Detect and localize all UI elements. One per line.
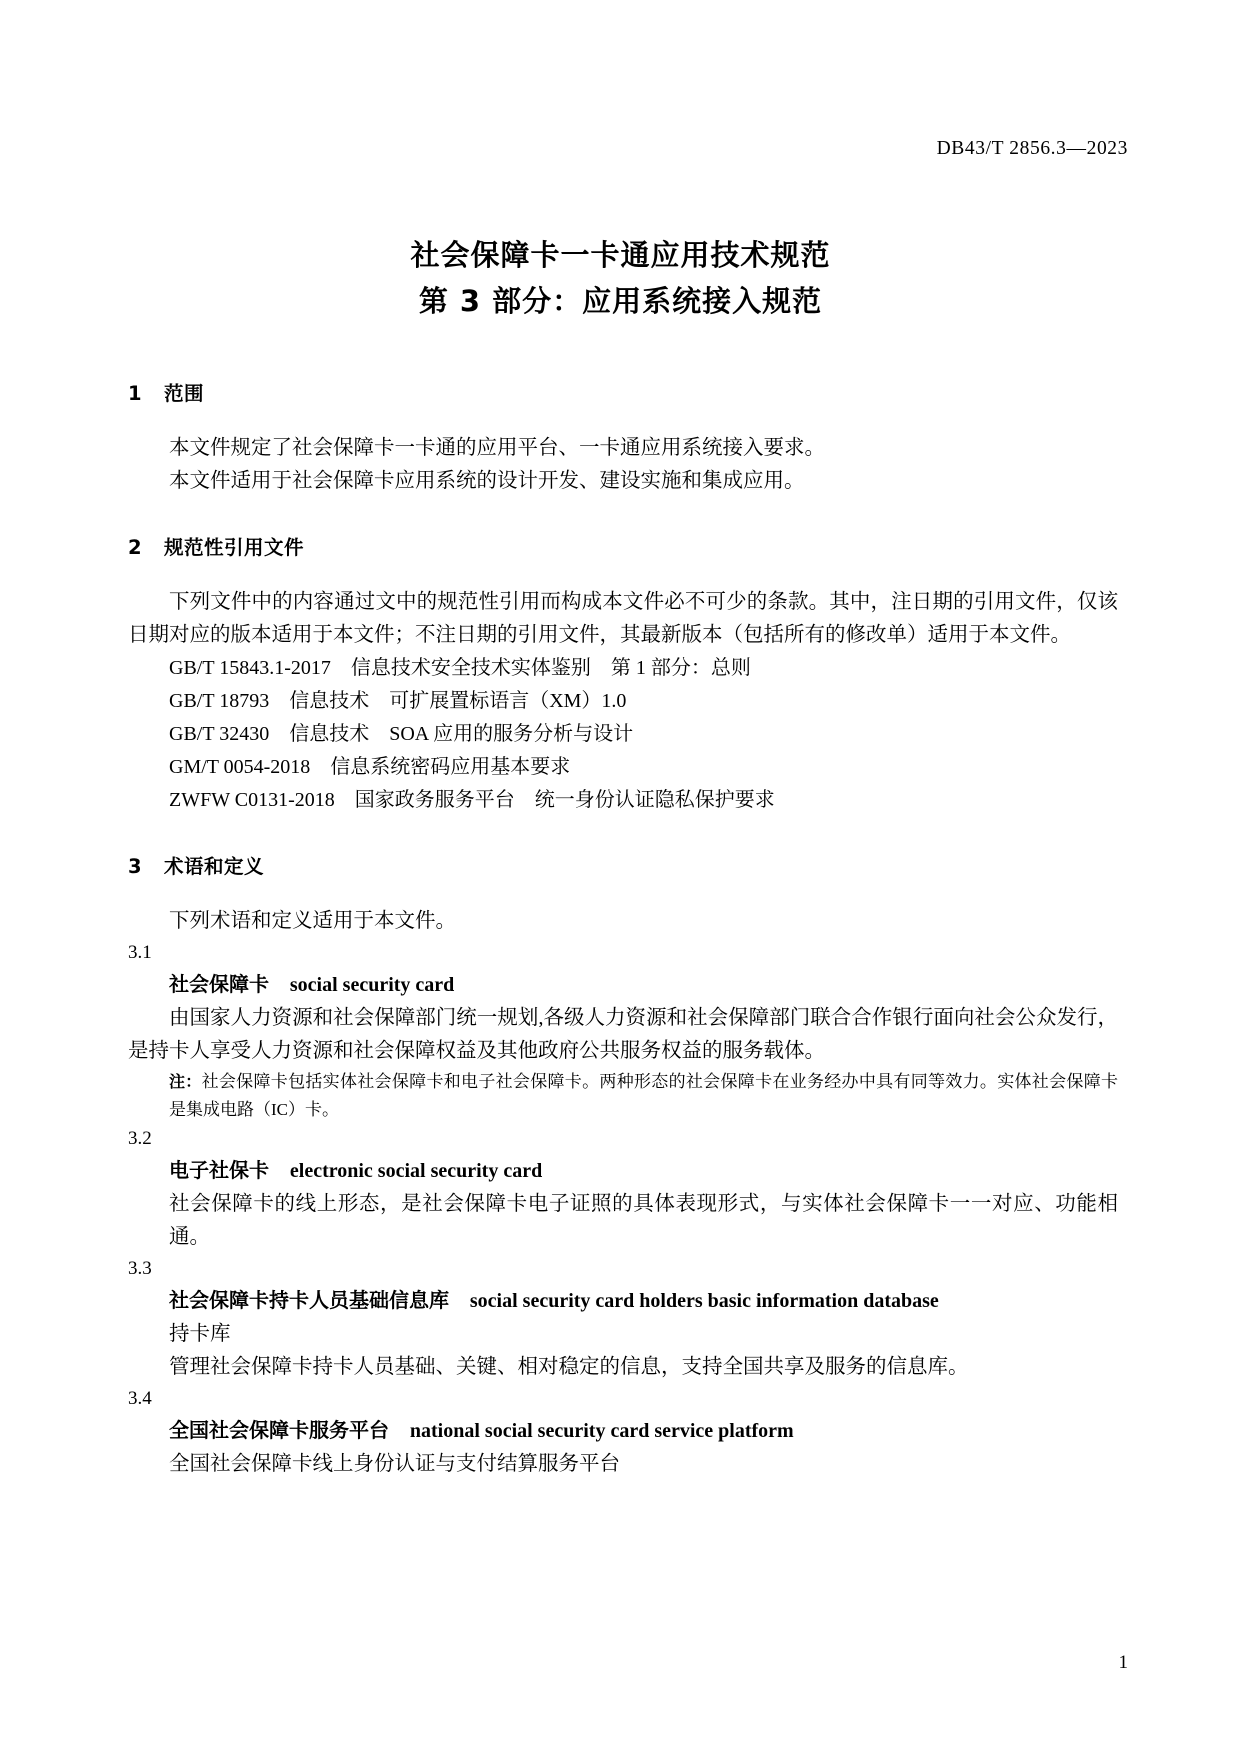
standard-code-header: DB43/T 2856.3—2023 (936, 138, 1128, 159)
reference-item: GB/T 32430 信息技术 SOA 应用的服务分析与设计 (169, 723, 634, 745)
clause-number-2: 2 (128, 536, 143, 559)
clause-heading-terms (128, 851, 1118, 879)
scope-paragraph-2: 本文件适用于社会保障卡应用系统的设计开发、建设实施和集成应用。 (169, 470, 805, 492)
title-line-2: 第 3 部分：应用系统接入规范 (418, 284, 823, 318)
term-note-text: 社会保障卡包括实体社会保障卡和电子社会保障卡。两种形态的社会保障卡在业务经办中具有同等效力。实体社会保障卡是集成电路（IC）卡。 (169, 1072, 1118, 1119)
term-definition: 管理社会保障卡持卡人员基础、关键、相对稳定的信息，支持全国共享及服务的信息库。 (169, 1356, 969, 1378)
term-number: 3.3 (128, 1258, 152, 1279)
reference-item: ZWFW C0131-2018 国家政务服务平台 统一身份认证隐私保护要求 (169, 789, 775, 811)
clause-title-2: 规范性引用文件 (164, 536, 305, 559)
term-number: 3.1 (128, 942, 152, 963)
normative-references-intro: 下列文件中的内容通过文中的规范性引用而构成本文件必不可少的条款。其中，注日期的引用文件，仅该日期对应的版本适用于本文件；不注日期的引用文件，其最新版本（包括所有的修改单）适用于本文件。 (128, 591, 1118, 646)
term-definition: 社会保障卡的线上形态，是社会保障卡电子证照的具体表现形式，与实体社会保障卡一一对应、功能相通。 (169, 1193, 1118, 1248)
term-note (128, 1068, 1118, 1124)
page-title (0, 232, 1241, 324)
term-title-cn: 社会保障卡持卡人员基础信息库 (169, 1288, 449, 1312)
term-note-label: 注： (169, 1072, 202, 1091)
clause-number-1: 1 (128, 382, 143, 405)
document-body (128, 378, 1118, 1481)
term-title-cn: 社会保障卡 (169, 972, 269, 996)
reference-item: GB/T 15843.1-2017 信息技术安全技术实体鉴别 第 1 部分：总则 (169, 657, 751, 679)
term-title-en: national social security card service platform (409, 1420, 794, 1442)
term-definition: 全国社会保障卡线上身份认证与支付结算服务平台 (169, 1453, 620, 1475)
terms-intro: 下列术语和定义适用于本文件。 (169, 910, 456, 932)
clause-title-1: 范围 (164, 382, 205, 405)
clause-heading-scope (128, 378, 1118, 406)
term-title (128, 1284, 1118, 1318)
term-title (128, 1154, 1118, 1188)
term-title-en: electronic social security card (289, 1160, 543, 1182)
title-line-1: 社会保障卡一卡通应用技术规范 (410, 238, 831, 272)
reference-item: GM/T 0054-2018 信息系统密码应用基本要求 (169, 756, 571, 778)
clause-heading-normative-references (128, 532, 1118, 560)
term-title (128, 968, 1118, 1002)
term-definition: 由国家人力资源和社会保障部门统一规划,各级人力资源和社会保障部门联合合作银行面向社会公众发行，是持卡人享受人力资源和社会保障权益及其他政府公共服务权益的服务载体。 (128, 1007, 1118, 1062)
term-title-cn: 电子社保卡 (169, 1158, 269, 1182)
term-title-cn: 全国社会保障卡服务平台 (169, 1418, 389, 1442)
page-number: 1 (1118, 1652, 1128, 1673)
term-alias: 持卡库 (169, 1323, 231, 1345)
scope-paragraph-1: 本文件规定了社会保障卡一卡通的应用平台、一卡通应用系统接入要求。 (169, 437, 825, 459)
term-title-en: social security card (289, 974, 455, 996)
clause-title-3: 术语和定义 (164, 855, 265, 878)
term-number: 3.4 (128, 1388, 152, 1409)
reference-item: GB/T 18793 信息技术 可扩展置标语言（XM）1.0 (169, 690, 627, 712)
term-number: 3.2 (128, 1128, 152, 1149)
clause-number-3: 3 (128, 855, 143, 878)
term-title-en: social security card holders basic information database (469, 1290, 939, 1312)
term-title (128, 1414, 1118, 1448)
